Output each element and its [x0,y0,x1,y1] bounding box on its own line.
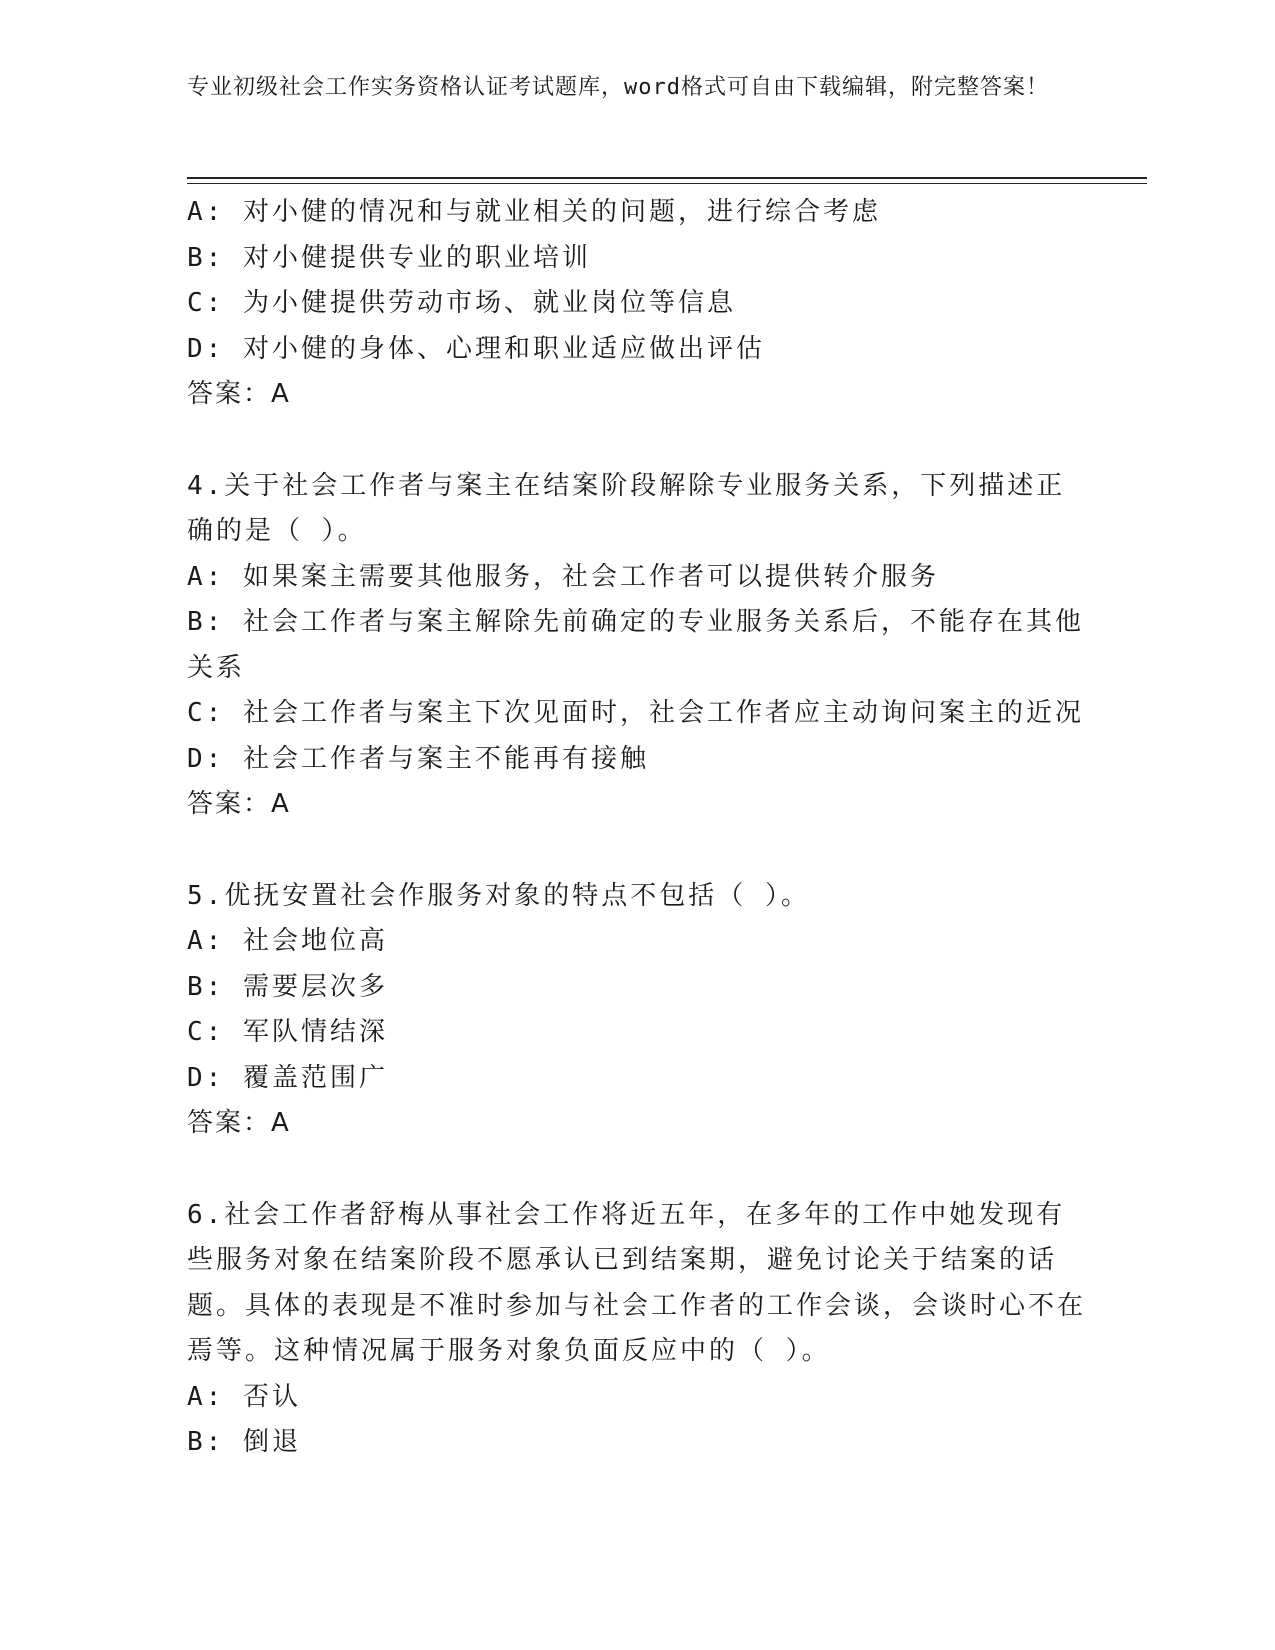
question-5 [187,874,1087,1147]
option-a: A: 否认 [187,1381,301,1412]
document-header: 专业初级社会工作实务资格认证考试题库，word格式可自由下载编辑，附完整答案！ [187,75,1049,100]
question-stem: 5.优抚安置社会作服务对象的特点不包括（ ）。 [187,880,810,911]
question-stem: 6.社会工作者舒梅从事社会工作将近五年，在多年的工作中她发现有些服务对象在结案阶段不愿承认已到结案期，避免讨论关于结案的话题。具体的表现是不准时参加与社会工作者的工作会谈，会谈时心不在焉等。这种情况属于服务对象负面反应中的（ ）。 [187,1199,1087,1366]
answer-label: 答案：A [187,1108,291,1138]
answer-label: 答案：A [187,789,291,819]
spacer [187,418,1087,464]
option-c: C: 军队情结深 [187,1017,388,1047]
option-d: D: 对小健的身体、心理和职业适应做出评估 [187,333,765,364]
option-b: B: 社会工作者与案主解除先前确定的专业服务关系后，不能存在其他关系 [187,607,1084,683]
option-b: B: 需要层次多 [187,971,388,1002]
option-b: B: 倒退 [187,1427,301,1457]
spacer [187,828,1087,874]
option-b: B: 对小健提供专业的职业培训 [187,242,591,273]
option-a: A: 社会地位高 [187,926,388,956]
question-3 [187,190,1087,418]
spacer [187,1147,1087,1193]
option-a: A: 对小健的情况和与就业相关的问题，进行综合考虑 [187,197,881,227]
option-c: C: 为小健提供劳动市场、就业岗位等信息 [187,288,736,318]
option-d: D: 覆盖范围广 [187,1062,388,1093]
header-divider [187,177,1147,179]
answer-label: 答案：A [187,379,291,409]
header-divider-thin [187,183,1147,184]
option-d: D: 社会工作者与案主不能再有接触 [187,743,649,774]
option-c: C: 社会工作者与案主下次见面时，社会工作者应主动询问案主的近况 [187,698,1084,728]
question-4 [187,464,1087,828]
question-stem: 4.关于社会工作者与案主在结案阶段解除专业服务关系，下列描述正确的是（ ）。 [187,470,1066,546]
option-a: A: 如果案主需要其他服务，社会工作者可以提供转介服务 [187,561,939,592]
question-content [187,190,1087,1466]
question-6 [187,1193,1087,1466]
